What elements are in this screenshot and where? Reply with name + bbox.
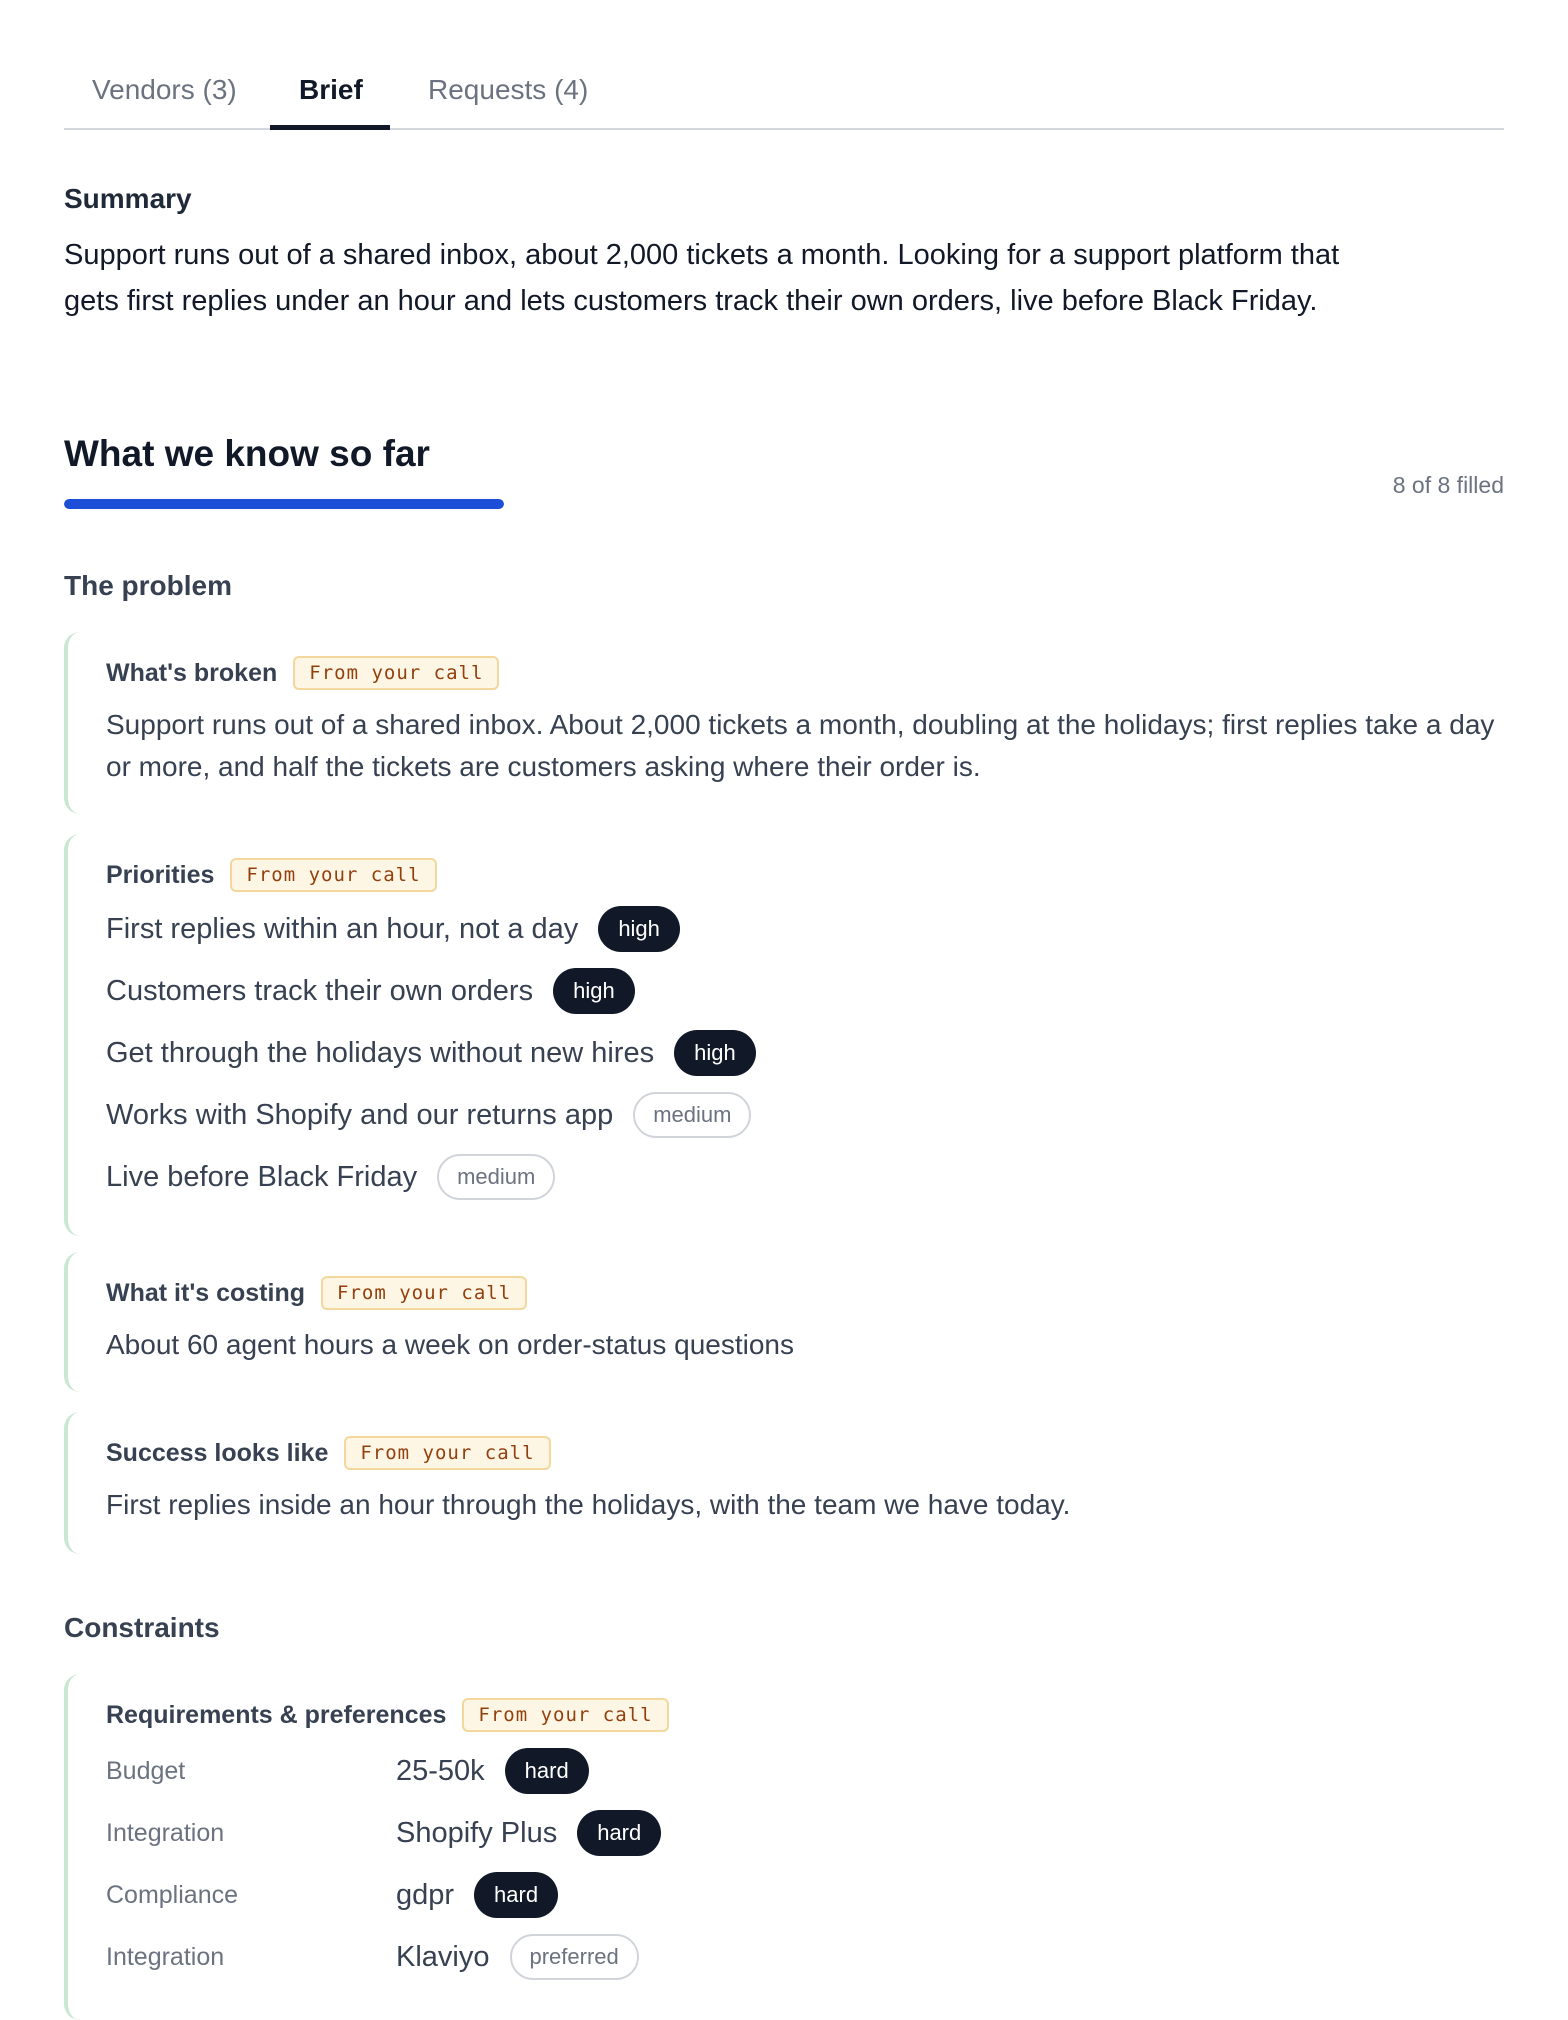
active-tab-indicator xyxy=(270,125,390,130)
priority-item xyxy=(106,1084,1504,1146)
priority-list xyxy=(106,898,1504,1208)
requirement-row xyxy=(106,1740,1504,1802)
tab-brief[interactable]: Brief xyxy=(299,74,363,105)
card-text: About 60 agent hours a week on order-status questions xyxy=(106,1329,794,1360)
card-costing xyxy=(64,1252,1504,1392)
knowledge-progress-fill xyxy=(64,499,504,509)
requirement-row xyxy=(106,1802,1504,1864)
priority-level-badge: medium xyxy=(437,1154,555,1200)
priority-text: Works with Shopify and our returns app xyxy=(106,1098,614,1131)
knowledge-progress-bar xyxy=(64,499,504,509)
requirement-key: Integration xyxy=(106,1942,225,1971)
card-label: Requirements & preferences xyxy=(106,1700,447,1729)
constraints-section-heading: Constraints xyxy=(64,1612,220,1643)
requirement-key: Budget xyxy=(106,1756,186,1785)
tab-requests[interactable]: Requests (4) xyxy=(428,74,589,105)
knowledge-heading: What we know so far xyxy=(64,433,430,474)
source-badge: From your call xyxy=(462,1698,668,1732)
priority-level-badge: medium xyxy=(633,1092,751,1138)
card-label: Priorities xyxy=(106,860,215,889)
card-label: What's broken xyxy=(106,658,278,687)
source-badge: From your call xyxy=(230,858,436,892)
requirement-tag: hard xyxy=(577,1810,661,1856)
tab-vendors[interactable]: Vendors (3) xyxy=(92,74,237,105)
priority-item xyxy=(106,1022,1504,1084)
requirement-value: gdpr xyxy=(396,1878,455,1911)
requirement-row xyxy=(106,1926,1504,1988)
requirement-value: 25-50k xyxy=(396,1754,485,1787)
filled-count: 8 of 8 filled xyxy=(1392,472,1504,498)
summary-text: Support runs out of a shared inbox, about 2,000 tickets a month. Looking for a support platform that gets first replies under an hour and lets customers track their own orders, live before Black Friday. xyxy=(64,239,1340,317)
card-priorities xyxy=(64,834,1504,1236)
priority-level-badge: high xyxy=(553,968,635,1014)
source-badge: From your call xyxy=(344,1436,550,1470)
card-success xyxy=(64,1412,1504,1554)
requirement-value: Shopify Plus xyxy=(396,1816,558,1849)
requirement-value: Klaviyo xyxy=(396,1940,490,1973)
tab-bar xyxy=(64,0,1504,130)
priority-level-badge: high xyxy=(674,1030,756,1076)
requirement-key: Compliance xyxy=(106,1880,239,1909)
summary-heading: Summary xyxy=(64,183,192,214)
card-whats-broken xyxy=(64,632,1504,814)
requirement-tag: hard xyxy=(474,1872,558,1918)
card-label: Success looks like xyxy=(106,1438,329,1467)
priority-level-badge: high xyxy=(598,906,680,952)
priority-item xyxy=(106,960,1504,1022)
card-requirements xyxy=(64,1674,1504,2020)
problem-section-heading: The problem xyxy=(64,570,233,601)
card-text: First replies inside an hour through the holidays, with the team we have today. xyxy=(106,1489,1071,1520)
card-label: What it's costing xyxy=(106,1278,305,1307)
priority-text: Customers track their own orders xyxy=(106,974,534,1007)
source-badge: From your call xyxy=(293,656,499,690)
priority-text: First replies within an hour, not a day xyxy=(106,912,579,945)
priority-item xyxy=(106,1146,1504,1208)
requirement-tag: preferred xyxy=(510,1934,639,1980)
priority-item xyxy=(106,898,1504,960)
requirement-row xyxy=(106,1864,1504,1926)
requirement-tag: hard xyxy=(505,1748,589,1794)
requirement-key: Integration xyxy=(106,1818,225,1847)
card-text: Support runs out of a shared inbox. About 2,000 tickets a month, doubling at the holidays; first replies take a day or more, and half the tickets are customers asking where their order is. xyxy=(106,709,1495,782)
priority-text: Get through the holidays without new hires xyxy=(106,1036,655,1069)
priority-text: Live before Black Friday xyxy=(106,1160,418,1193)
source-badge: From your call xyxy=(321,1276,527,1310)
